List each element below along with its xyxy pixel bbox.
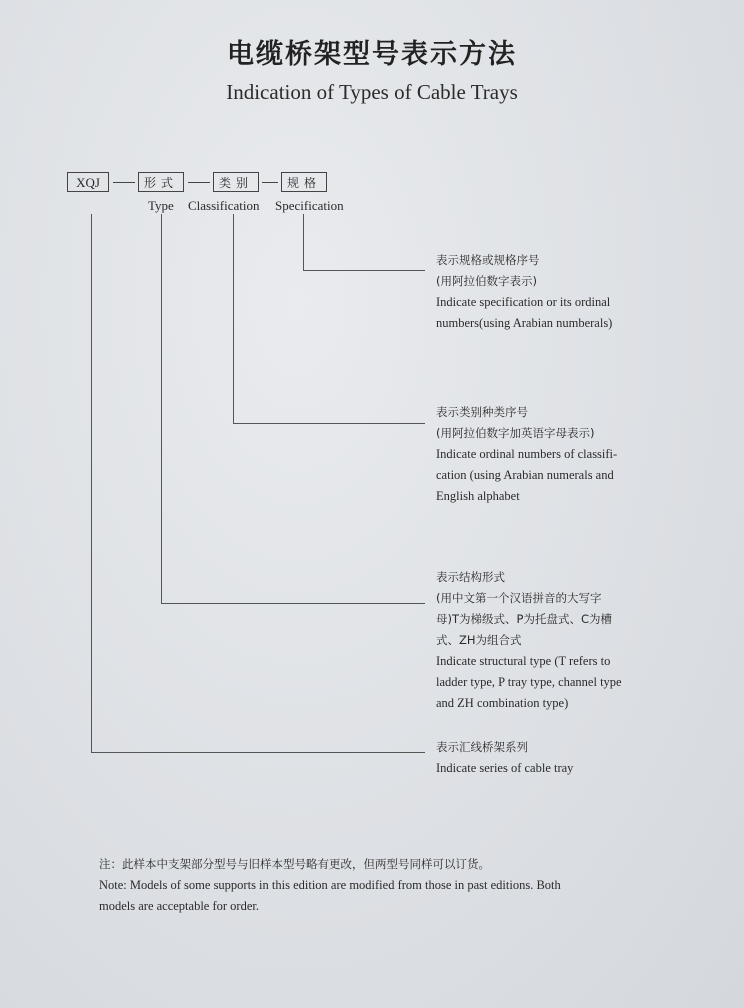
desc-line: Indicate specification or its ordinal — [436, 295, 611, 309]
footnote — [99, 854, 561, 917]
specification-connector-vertical — [303, 214, 304, 270]
specification-description — [436, 250, 612, 334]
type-label: Type — [148, 198, 174, 213]
classification-label: Classification — [188, 198, 260, 213]
desc-line: 母)T为梯级式、P为托盘式、C为槽 — [436, 612, 612, 626]
classification-box: 类别 — [213, 172, 259, 192]
classification-description — [436, 402, 617, 507]
desc-line: Indicate ordinal numbers of classifi- — [436, 447, 618, 461]
note-english-line: models are acceptable for order. — [99, 899, 259, 913]
specification-box: 规格 — [281, 172, 327, 192]
series-connector-vertical — [91, 214, 92, 752]
type-description — [436, 567, 622, 714]
specification-label: Specification — [275, 198, 344, 213]
desc-line: Indicate series of cable tray — [436, 761, 574, 775]
page-title-chinese: 电缆桥架型号表示方法 — [227, 39, 517, 70]
type-connector-horizontal — [161, 603, 425, 604]
desc-line: (用中文第一个汉语拼音的大写字 — [436, 591, 602, 605]
code-dash — [188, 182, 210, 183]
page-title-english: Indication of Types of Cable Trays — [226, 80, 518, 104]
classification-connector-vertical — [233, 214, 234, 423]
type-connector-vertical — [161, 214, 162, 603]
desc-line: and ZH combination type) — [436, 696, 569, 710]
desc-line: ladder type, P tray type, channel type — [436, 675, 622, 689]
desc-line: 表示汇线桥架系列 — [436, 740, 528, 754]
classification-connector-horizontal — [233, 423, 425, 424]
desc-line: numbers(using Arabian numberals) — [436, 316, 613, 330]
desc-line: cation (using Arabian numerals and — [436, 468, 614, 482]
desc-line: 式、ZH为组合式 — [436, 633, 522, 647]
note-english-line: Note: Models of some supports in this edition are modified from those in past editions. Both — [99, 878, 561, 892]
note-chinese: 注：此样本中支架部分型号与旧样本型号略有更改，但两型号同样可以订货。 — [99, 857, 490, 871]
desc-line: 表示规格或规格序号 — [436, 253, 540, 267]
desc-line: (用阿拉伯数字加英语字母表示) — [436, 426, 595, 440]
desc-line: (用阿拉伯数字表示) — [436, 274, 537, 288]
specification-connector-horizontal — [303, 270, 425, 271]
desc-line: 表示类别种类序号 — [436, 405, 528, 419]
code-dash — [262, 182, 278, 183]
desc-line: Indicate structural type (T refers to — [436, 654, 611, 668]
series-description — [436, 737, 573, 779]
desc-line: English alphabet — [436, 489, 520, 503]
code-prefix-box: XQJ — [67, 172, 109, 192]
type-box: 形式 — [138, 172, 184, 192]
series-connector-horizontal — [91, 752, 425, 753]
desc-line: 表示结构形式 — [436, 570, 505, 584]
code-dash — [113, 182, 135, 183]
